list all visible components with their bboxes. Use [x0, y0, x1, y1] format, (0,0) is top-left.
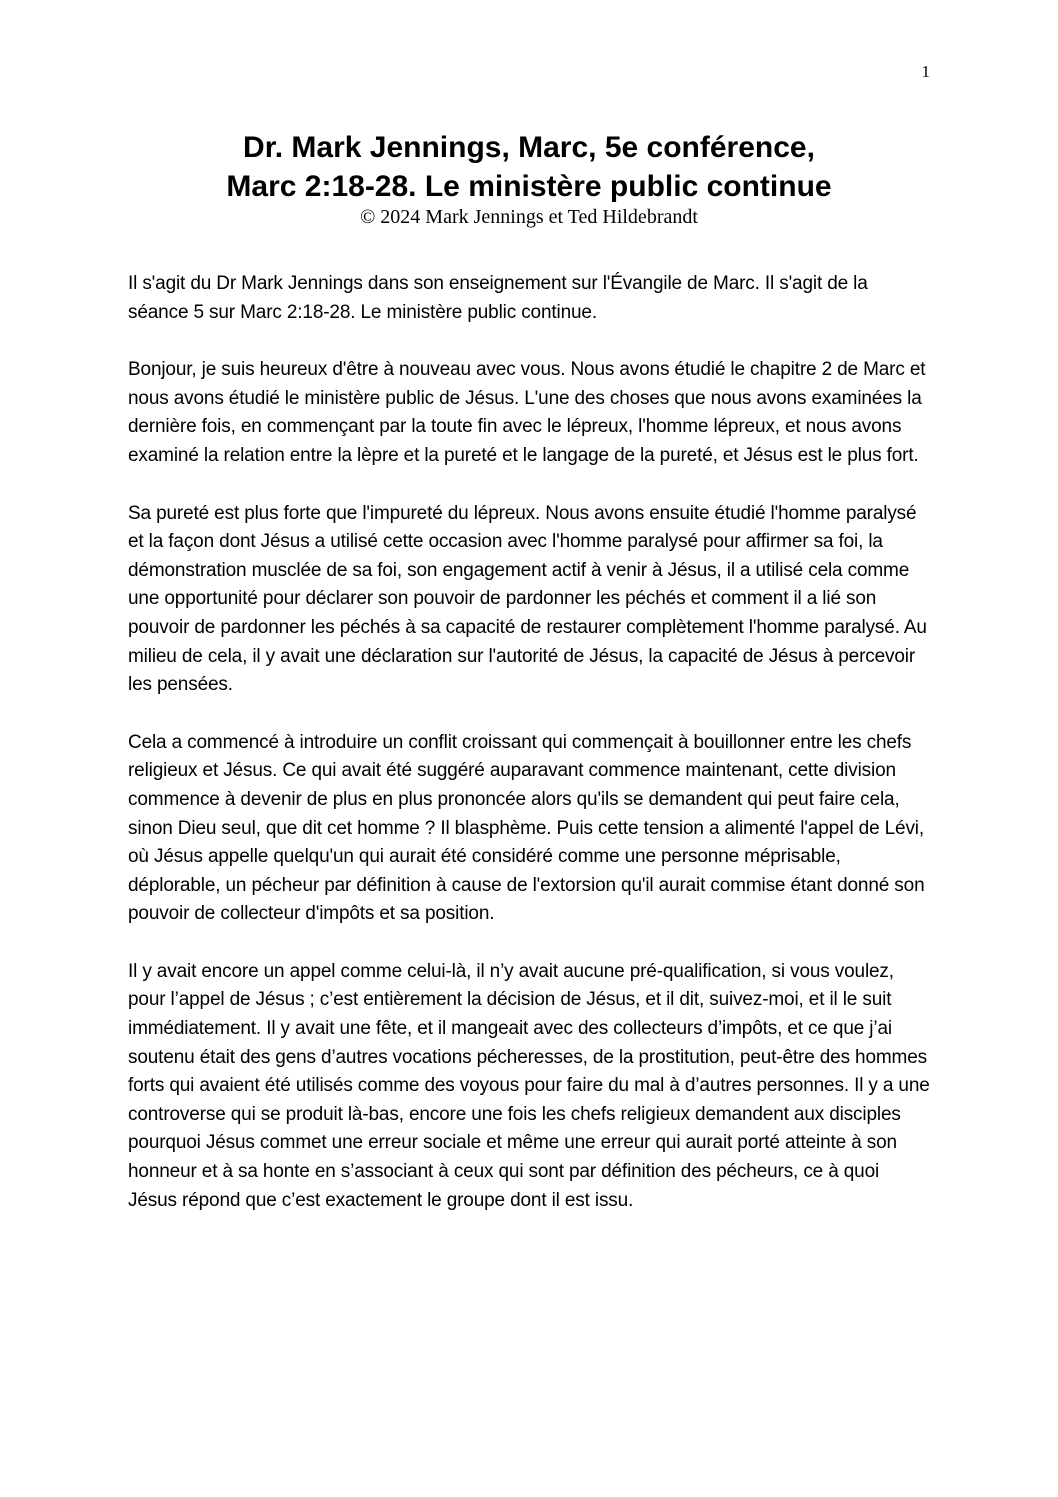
paragraph: Il y avait encore un appel comme celui-là, il n’y avait aucune pré-qualification, si vous voulez, pour l’appel de Jésus ; c’est entièrement la décision de Jésus, et il dit, suivez-moi, et il le suit immédiatement. Il y avait une fête, et il mangeait avec des collecteurs d’impôts, et ce que j’ai soutenu était des gens d’autres vocations pécheresses, de la prostitution, peut-être des hommes forts qui avaient été utilisés comme des voyous pour faire du mal à d’autres personnes. Il y a une controverse qui se produit là-bas, encore une fois les chefs religieux demandent aux disciples pourquoi Jésus commet une erreur sociale et même une erreur qui aurait porté atteinte à son honneur et à sa honte en s’associant à ceux qui sont par définition des pécheurs, ce à quoi Jésus répond que c’est exactement le groupe dont il est issu.: [128, 960, 930, 1211]
document-title-line-2: Marc 2:18-28. Le ministère public continue: [226, 170, 832, 203]
document-title-line-1: Dr. Mark Jennings, Marc, 5e conférence,: [243, 131, 815, 164]
document-body: [128, 270, 930, 1244]
copyright-notice: © 2024 Mark Jennings et Ted Hildebrandt: [360, 206, 698, 228]
paragraph-intro: Il s'agit du Dr Mark Jennings dans son enseignement sur l'Évangile de Marc. Il s'agit de la séance 5 sur Marc 2:18-28. Le ministère public continue.: [128, 273, 868, 323]
paragraph: Cela a commencé à introduire un conflit croissant qui commençait à bouillonner entre les chefs religieux et Jésus. Ce qui avait été suggéré auparavant commence maintenant, cette division commence à devenir de plus en plus prononcée alors qu'ils se demandent qui peut faire cela, sinon Dieu seul, que dit cet homme ? Il blasphème. Puis cette tension a alimenté l'appel de Lévi, où Jésus appelle quelqu'un qui aurait été considéré comme une personne méprisable, déplorable, un pécheur par définition à cause de l'extorsion qu'il aurait commise étant donné son pouvoir de collecteur d'impôts et sa position.: [128, 731, 925, 925]
paragraph: Sa pureté est plus forte que l'impureté du lépreux. Nous avons ensuite étudié l'homme paralysé et la façon dont Jésus a utilisé cette occasion avec l'homme paralysé pour affirmer sa foi, la démonstration musclée de sa foi, son engagement actif à venir à Jésus, il a utilisé cela comme une opportunité pour déclarer son pouvoir de pardonner les péchés et comment il a lié son pouvoir de pardonner les péchés à sa capacité de restaurer complètement l'homme paralysé. Au milieu de cela, il y avait une déclaration sur l'autorité de Jésus, la capacité de Jésus à percevoir les pensées.: [128, 502, 927, 696]
document-header: [0, 128, 1058, 230]
paragraph: Bonjour, je suis heureux d'être à nouveau avec vous. Nous avons étudié le chapitre 2 de Marc et nous avons étudié le ministère public de Jésus. L'une des choses que nous avons examinées la dernière fois, en commençant par la toute fin avec le lépreux, l'homme lépreux, et nous avons examiné la relation entre la lèpre et la pureté et le langage de la pureté, et Jésus est le plus fort.: [128, 359, 926, 466]
page-number: 1: [921, 62, 930, 81]
